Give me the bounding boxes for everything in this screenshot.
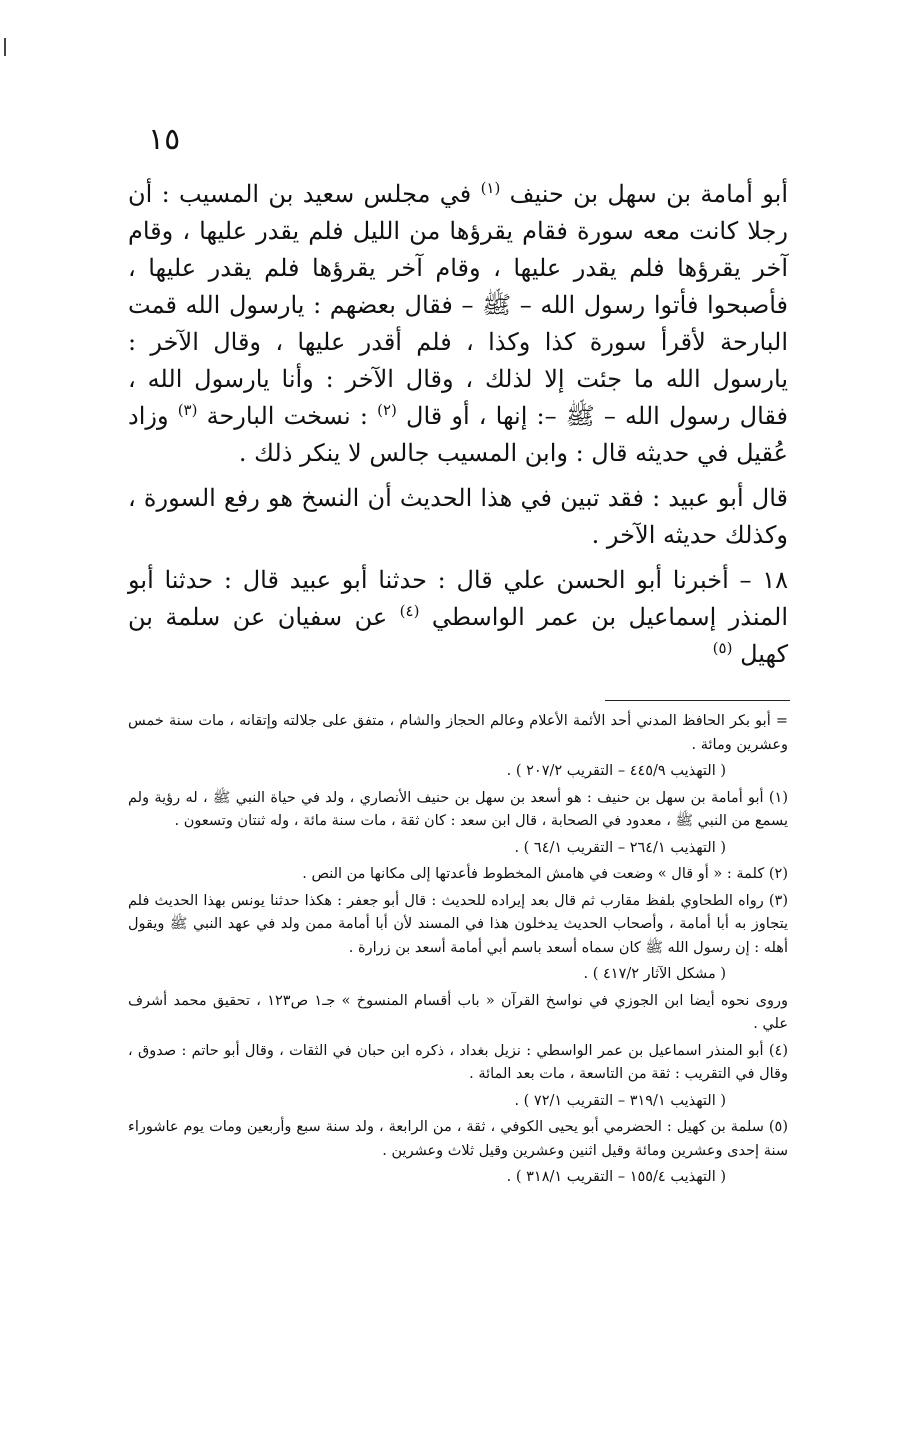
page-number: ١٥ — [148, 122, 181, 157]
paragraph-1-lead: أبو أمامة بن سهل بن حنيف — [509, 180, 788, 208]
margin-mark — [4, 38, 6, 56]
paragraph-3 — [128, 562, 788, 673]
paragraph-1 — [128, 176, 788, 472]
footnote-4: (٤) أبو المنذر اسماعيل بن عمر الواسطي : نزيل بغداد ، ذكره ابن حبان في الثقات ، وقال أبو حاتم : صدوق ، وقال في التقريب : ثقة من التاسعة ، مات بعد المائة . — [128, 1042, 788, 1082]
paragraph-3-lead: ١٨ – أخبرنا أبو الحسن علي قال : حدثنا أبو عبيد قال : حدثنا أبو المنذر إسماعيل بن عمر الواسطي — [128, 566, 788, 631]
footnote-ref-4: (٤) — [399, 602, 420, 620]
paragraph-3-mid: عن سفيان عن سلمة بن كهيل — [128, 603, 788, 668]
footnote-ref-3: (٣) — [177, 401, 198, 419]
footnote-ref-2: (٢) — [377, 401, 397, 419]
footnote-3-ref: ( مشكل الآثار ٤١٧/٢ ) . — [583, 966, 726, 982]
footnote-3: (٣) رواه الطحاوي بلفظ مقارب ثم قال بعد إيراده للحديث : قال أبو جعفر : هكذا حدثنا يونس بهذا الحديث فلم يتجاوز به أبا أمامة ، وأصحاب الحديث يدخلون هذا في المسند لأن أبا أمامة ممن ولد في عهد النبي ﷺ ويقول أهله : إن رسول الله ﷺ كان سماه أسعد باسم أبي أمامة أسعد بن زرارة . — [128, 892, 788, 956]
footnote-continuation-ref: ( التهذيب ٤٤٥/٩ – التقريب ٢٠٧/٢ ) . — [506, 763, 726, 779]
footnote-1: (١) أبو أمامة بن سهل بن حنيف : هو أسعد بن سهل بن حنيف الأنصاري ، ولد في حياة النبي ﷺ ، له رؤية ولم يسمع من النبي ﷺ ، معدود في الصحابة ، قال ابن سعد : كان ثقة ، مات سنة مائة ، وله ثنتان وتسعون . — [128, 789, 788, 829]
footnote-5-ref: ( التهذيب ١٥٥/٤ – التقريب ٣١٨/١ ) . — [506, 1169, 726, 1185]
paragraph-1-rest: في مجلس سعيد بن المسيب : أن رجلا كانت معه سورة فقام يقرؤها من الليل فلم يقدر عليها ، وقام آخر يقرؤها فلم يقدر عليها ، وقام آخر يقرؤها فلم يقدر عليها ، فأصبحوا فأتوا رسول الله – ﷺ – فقال بعضهم : يارسول الله قمت البارحة لأقرأ سورة كذا وكذا ، فلم أقدر عليها ، وقال الآخر : يارسول الله ما جئت إلا لذلك ، وقال الآخر : وأنا يارسول الله ، فقال رسول الله – ﷺ –: إنها ، أو قال — [128, 180, 788, 430]
footnote-continuation: = أبو بكر الحافظ المدني أحد الأئمة الأعلام وعالم الحجاز والشام ، متفق على جلالته وإتقانه ، مات سنة خمس وعشرين ومائة . — [128, 713, 788, 753]
footnote-divider — [605, 700, 790, 701]
footnote-5: (٥) سلمة بن كهيل : الحضرمي أبو يحيى الكوفي ، ثقة ، من الرابعة ، ولد سنة سبع وأربعين ومات يوم عاشوراء سنة إحدى وعشرين ومائة وقيل اثنين وعشرين وقيل ثلاث وعشرين . — [128, 1119, 788, 1159]
paragraph-1-mid: : نسخت البارحة — [197, 402, 378, 430]
paragraph-1-tail: وزاد عُقيل في حديثه قال : وابن المسيب جالس لا ينكر ذلك . — [128, 402, 788, 467]
footnote-1-ref: ( التهذيب ٢٦٤/١ – التقريب ٦٤/١ ) . — [514, 839, 726, 856]
footnotes — [128, 710, 788, 1190]
footnote-4-ref: ( التهذيب ٣١٩/١ – التقريب ٧٢/١ ) . — [514, 1092, 726, 1109]
footnote-ref-5: (٥) — [712, 639, 733, 657]
footnote-ref-1: (١) — [480, 179, 501, 197]
footnote-2: (٢) كلمة : « أو قال » وضعت في هامش المخطوط فأعدتها إلى مكانها من النص . — [302, 866, 788, 882]
paragraph-2: قال أبو عبيد : فقد تبين في هذا الحديث أن النسخ هو رفع السورة ، وكذلك حديثه الآخر . — [128, 484, 788, 549]
main-text — [128, 176, 788, 673]
footnote-3-extra: وروى نحوه أيضا ابن الجوزي في نواسخ القرآن « باب أقسام المنسوخ » جـ١ ص١٢٣ ، تحقيق محمد أشرف علي . — [128, 992, 788, 1032]
